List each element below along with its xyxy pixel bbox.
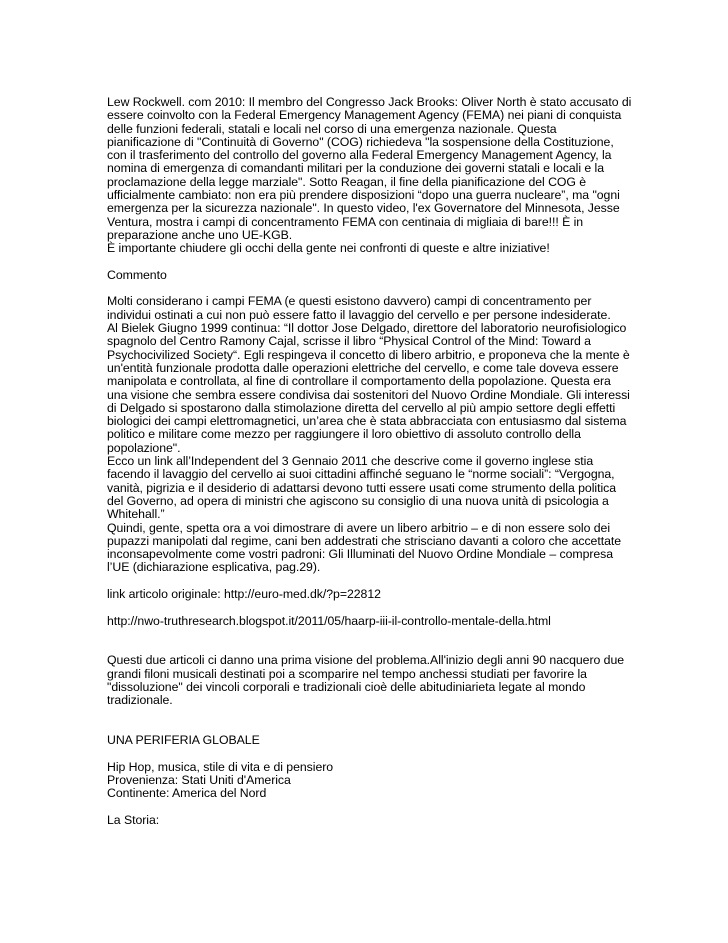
text-line: di Delgado si spostarono dalla stimolazione diretta del cervello al più ampio settore degli effetti — [107, 400, 616, 415]
text-line: tradizionale. — [107, 693, 173, 708]
text-line: delle funzioni federali, statali e locali nel corso di una emergenza nazionale. Questa — [107, 121, 557, 136]
text-line: Questi due articoli ci danno una prima visione del problema.All'inizio degli anni 90 nacquero due — [107, 653, 625, 668]
text-line: Hip Hop, musica, stile di vita e di pensiero — [107, 759, 334, 774]
text-line: essere coinvolto con la Federal Emergency Management Agency (FEMA) nei piani di conquista — [107, 108, 622, 123]
text-line: con il trasferimento del controllo del governo alla Federal Emergency Management Agency, la — [107, 148, 612, 163]
text-line: Ecco un link all’Independent del 3 Gennaio 2011 che descrive come il governo inglese stia — [107, 454, 594, 469]
text-line: ufficialmente cambiato: non era più prendere disposizioni “dopo una guerra nucleare”, ma "ogni — [107, 188, 620, 203]
text-line: Provenienza: Stati Uniti d'America — [107, 773, 291, 788]
document-page — [107, 95, 632, 828]
text-line: UNA PERIFERIA GLOBALE — [107, 733, 260, 748]
text-line: inconsapevolmente come vostri padroni: Gli Illuminati del Nuovo Ordine Mondiale – compresa — [107, 547, 614, 562]
text-line: Continente: America del Nord — [107, 786, 267, 801]
text-line: manipolata e controllata, al fine di controllare il comportamento della popolazione. Questa era — [107, 374, 611, 389]
text-line: popolazione". — [107, 440, 181, 455]
text-line: biologici dei campi elettromagnetici, un’area che è stata abbracciata con entusiasmo dal sistema — [107, 414, 627, 429]
text-line: http://nwo-truthresearch.blogspot.it/2011/05/haarp-iii-il-controllo-mentale-della.html — [107, 613, 551, 628]
text-line: grandi filoni musicali destinati poi a scomparire nel tempo anchessi studiati per favorire la — [107, 666, 587, 681]
source-article-link[interactable] — [107, 615, 627, 628]
text-line: È importante chiudere gli occhi della gente nei confronti di queste e altre iniziative! — [107, 241, 550, 256]
hiphop-info — [107, 761, 627, 801]
storia-heading — [107, 814, 627, 827]
section-heading — [107, 734, 627, 747]
text-line: Whitehall.” — [107, 507, 165, 522]
intro-paragraph — [107, 95, 632, 256]
analysis-paragraph — [107, 654, 627, 707]
text-line: politico e militare come mezzo per raggiungere il loro obiettivo di assoluto controllo della — [107, 427, 581, 442]
text-line: proclamazione della legge marziale". Sotto Reagan, il fine della pianificazione del COG è — [107, 174, 587, 189]
text-line: Psychocivilized Society“. Egli respingeva il concetto di libero arbitrio, e proponeva che la mente è — [107, 347, 630, 362]
text-line: Commento — [107, 267, 167, 282]
text-line: l’UE (dichiarazione esplicativa, pag.29). — [107, 560, 321, 575]
text-line: Ventura, mostra i campi di concentramento FEMA con centinaia di migliaia di bare!!! È in — [107, 214, 584, 229]
commento-heading — [107, 269, 627, 282]
text-line: emergenza per la sicurezza nazionale". In questo video, l'ex Governatore del Minnesota, Jesse — [107, 201, 620, 216]
original-article-link[interactable] — [107, 588, 627, 601]
text-line: Lew Rockwell. com 2010: Il membro del Congresso Jack Brooks: Oliver North è stato accusato di — [107, 95, 632, 109]
text-line: Al Bielek Giugno 1999 continua: “Il dottor Jose Delgado, direttore del laboratorio neurofisiologico — [107, 321, 627, 336]
text-line: nomina di emergenza di comandanti militari per la conduzione dei governi statali e locali e la — [107, 161, 605, 176]
text-line: "dissoluzione" dei vincoli corporali e tradizionali cioè delle abitudiniarieta legate al mondo — [107, 680, 586, 695]
text-line: individui ostinati a cui non può essere fatto il lavaggio del cervello e per persone indesiderate. — [107, 307, 611, 322]
text-line: Molti considerano i campi FEMA (e questi esistono davvero) campi di concentramento per — [107, 294, 592, 309]
text-line: vanità, pigrizia e il desiderio di adattarsi devono tutti essere usati come strumento della politica — [107, 480, 617, 495]
text-line: facendo il lavaggio del cervello ai suoi cittadini affinché seguano le “norme sociali”: “Vergogna, — [107, 467, 615, 482]
text-line: pianificazione di "Continuità di Governo" (COG) richiedeva "la sospensione della Costituzione, — [107, 134, 614, 149]
text-line: spagnolo del Centro Ramony Cajal, scrisse il libro “Physical Control of the Mind: Toward a — [107, 334, 591, 349]
commento-paragraph — [107, 294, 630, 575]
text-line: La Storia: — [107, 813, 160, 828]
text-line: una visione che sembra essere condivisa dai sostenitori del Nuovo Ordine Mondiale. Gli interessi — [107, 387, 630, 402]
text-line: del Governo, ad opera di ministri che agiscono su consiglio di una nuova unità di psicologia a — [107, 493, 609, 508]
text-line: un'entità funzionale prodotta dalle operazioni elettriche del cervello, e come tale doveva essere — [107, 360, 619, 375]
text-line: link articolo originale: http://euro-med.dk/?p=22812 — [107, 586, 381, 601]
text-line: Quindi, gente, spetta ora a voi dimostrare di avere un libero arbitrio – e di non essere solo dei — [107, 520, 611, 535]
text-line: preparazione anche uno UE-KGB. — [107, 227, 293, 242]
text-line: pupazzi manipolati dal regime, cani ben addestrati che strisciano davanti a coloro che accettate — [107, 533, 622, 548]
